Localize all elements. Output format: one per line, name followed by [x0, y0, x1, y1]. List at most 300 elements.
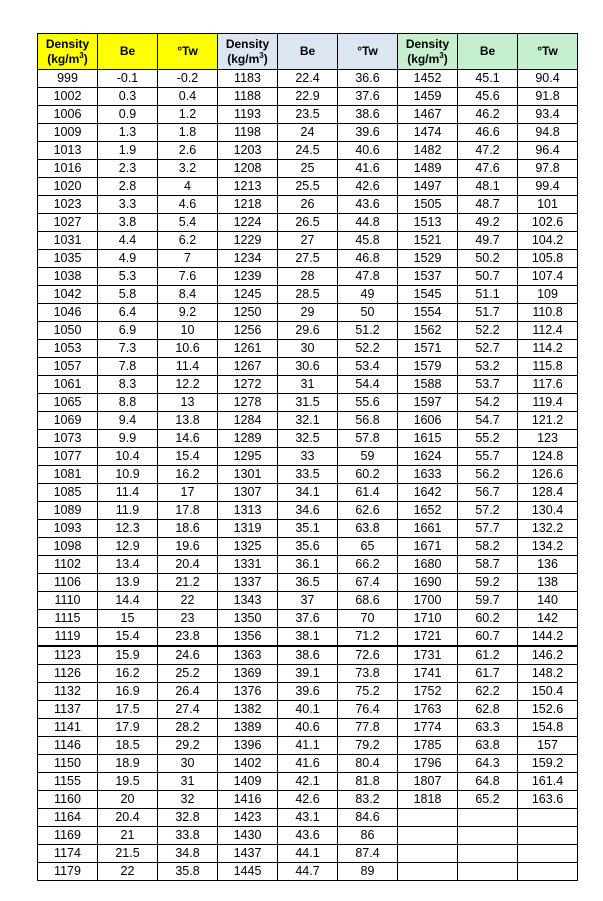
cell-tw-group1: 4: [158, 178, 218, 196]
table-row: [38, 340, 578, 358]
cell-density-group2: 1307: [218, 484, 278, 502]
cell-be-group2: 27.5: [278, 250, 338, 268]
cell-density-group3: 1545: [398, 286, 458, 304]
cell-tw-group1: 24.6: [158, 646, 218, 665]
cell-tw-group1: 11.4: [158, 358, 218, 376]
cell-density-group1: 1009: [38, 124, 98, 142]
table-row: [38, 430, 578, 448]
cell-tw-group3: 126.6: [518, 466, 578, 484]
cell-be-group2: 39.1: [278, 665, 338, 683]
cell-density-group1: 1027: [38, 214, 98, 232]
cell-tw-group1: 23: [158, 610, 218, 628]
cell-tw-group3: [518, 827, 578, 845]
cell-be-group1: 2.3: [98, 160, 158, 178]
cell-density-group1: 1006: [38, 106, 98, 124]
cell-be-group3: 52.2: [458, 322, 518, 340]
cell-be-group3: 53.7: [458, 376, 518, 394]
cell-be-group2: 26.5: [278, 214, 338, 232]
cell-be-group2: 31: [278, 376, 338, 394]
cell-tw-group1: 29.2: [158, 737, 218, 755]
cell-tw-group3: 128.4: [518, 484, 578, 502]
cell-density-group1: 1150: [38, 755, 98, 773]
cell-density-group2: 1319: [218, 520, 278, 538]
cell-be-group2: 44.7: [278, 863, 338, 881]
cell-tw-group2: 50: [338, 304, 398, 322]
cell-be-group1: 21.5: [98, 845, 158, 863]
cell-density-group2: 1261: [218, 340, 278, 358]
cell-density-group1: 1050: [38, 322, 98, 340]
cell-density-group2: 1208: [218, 160, 278, 178]
density-label: Density: [405, 36, 450, 51]
cell-be-group2: 27: [278, 232, 338, 250]
cell-be-group2: 43.1: [278, 809, 338, 827]
cell-density-group3: 1710: [398, 610, 458, 628]
cell-be-group1: 9.9: [98, 430, 158, 448]
cell-density-group1: 1013: [38, 142, 98, 160]
cell-be-group1: 12.9: [98, 538, 158, 556]
header-row: [38, 34, 578, 70]
table-row: [38, 809, 578, 827]
table-row: [38, 88, 578, 106]
cell-be-group3: 60.2: [458, 610, 518, 628]
cell-density-group3: 1482: [398, 142, 458, 160]
density-label: Density: [225, 36, 270, 51]
cell-tw-group3: [518, 809, 578, 827]
cell-density-group1: 1164: [38, 809, 98, 827]
density-unit: (kg/m: [227, 51, 260, 66]
cell-be-group1: 17.5: [98, 701, 158, 719]
cell-be-group2: 40.6: [278, 719, 338, 737]
cell-density-group3: 1579: [398, 358, 458, 376]
cell-tw-group2: 39.6: [338, 124, 398, 142]
cell-density-group3: 1690: [398, 574, 458, 592]
cell-density-group3: 1489: [398, 160, 458, 178]
cell-tw-group1: 30: [158, 755, 218, 773]
cell-tw-group1: 25.2: [158, 665, 218, 683]
cell-density-group3: 1818: [398, 791, 458, 809]
cell-density-group2: 1350: [218, 610, 278, 628]
cell-tw-group3: 157: [518, 737, 578, 755]
cell-be-group2: 37.6: [278, 610, 338, 628]
cell-tw-group1: 17.8: [158, 502, 218, 520]
cell-density-group2: 1382: [218, 701, 278, 719]
cell-tw-group3: 117.6: [518, 376, 578, 394]
cell-be-group2: 22.9: [278, 88, 338, 106]
cell-be-group3: 59.7: [458, 592, 518, 610]
cell-density-group2: 1369: [218, 665, 278, 683]
cell-be-group1: 22: [98, 863, 158, 881]
cell-density-group3: 1763: [398, 701, 458, 719]
table-row: [38, 610, 578, 628]
density-unit: (kg/m: [47, 51, 80, 66]
table-row: [38, 232, 578, 250]
cell-density-group1: 1073: [38, 430, 98, 448]
cell-density-group3: 1796: [398, 755, 458, 773]
header-be-1: Be: [98, 34, 158, 70]
cell-density-group1: 1169: [38, 827, 98, 845]
cell-be-group1: 20: [98, 791, 158, 809]
cell-tw-group2: 53.4: [338, 358, 398, 376]
cell-density-group1: 1046: [38, 304, 98, 322]
cell-density-group3: [398, 845, 458, 863]
cell-be-group1: 16.9: [98, 683, 158, 701]
table-row: [38, 448, 578, 466]
cell-be-group1: 13.9: [98, 574, 158, 592]
cell-tw-group3: 119.4: [518, 394, 578, 412]
cell-density-group3: 1554: [398, 304, 458, 322]
cell-tw-group2: 49: [338, 286, 398, 304]
cell-be-group2: 42.1: [278, 773, 338, 791]
table-row: [38, 574, 578, 592]
cell-be-group1: 5.3: [98, 268, 158, 286]
cell-density-group3: [398, 827, 458, 845]
cell-density-group3: 1529: [398, 250, 458, 268]
table-row: [38, 737, 578, 755]
cell-density-group3: 1521: [398, 232, 458, 250]
cell-density-group3: 1505: [398, 196, 458, 214]
cell-tw-group1: 12.2: [158, 376, 218, 394]
cell-density-group2: 1376: [218, 683, 278, 701]
cell-be-group3: 49.7: [458, 232, 518, 250]
cell-tw-group2: 44.8: [338, 214, 398, 232]
cell-be-group1: 18.9: [98, 755, 158, 773]
cell-be-group3: 49.2: [458, 214, 518, 232]
cell-density-group3: 1562: [398, 322, 458, 340]
cell-be-group1: 17.9: [98, 719, 158, 737]
cell-tw-group2: 87.4: [338, 845, 398, 863]
cell-density-group1: 1093: [38, 520, 98, 538]
cell-density-group3: 1597: [398, 394, 458, 412]
cell-tw-group3: 124.8: [518, 448, 578, 466]
cell-density-group1: 1077: [38, 448, 98, 466]
density-unit-close: ): [443, 51, 448, 66]
table-row: [38, 592, 578, 610]
cell-tw-group3: 161.4: [518, 773, 578, 791]
cell-tw-group2: 70: [338, 610, 398, 628]
cell-be-group1: 3.3: [98, 196, 158, 214]
cell-density-group2: 1343: [218, 592, 278, 610]
cell-be-group1: 12.3: [98, 520, 158, 538]
cell-density-group1: 1115: [38, 610, 98, 628]
cell-tw-group1: 10: [158, 322, 218, 340]
cell-be-group2: 24.5: [278, 142, 338, 160]
cell-tw-group1: 31: [158, 773, 218, 791]
cell-density-group2: 1183: [218, 70, 278, 88]
cell-tw-group3: 140: [518, 592, 578, 610]
cell-tw-group3: 150.4: [518, 683, 578, 701]
cell-tw-group2: 36.6: [338, 70, 398, 88]
cell-tw-group3: 159.2: [518, 755, 578, 773]
cell-tw-group2: 47.8: [338, 268, 398, 286]
cell-tw-group3: 105.8: [518, 250, 578, 268]
cell-be-group1: 2.8: [98, 178, 158, 196]
cell-be-group2: 32.5: [278, 430, 338, 448]
cell-tw-group3: [518, 845, 578, 863]
cell-tw-group3: 146.2: [518, 646, 578, 665]
cell-tw-group1: 35.8: [158, 863, 218, 881]
cell-be-group1: 15.4: [98, 628, 158, 647]
cell-be-group2: 33: [278, 448, 338, 466]
cell-tw-group2: 60.2: [338, 466, 398, 484]
cell-tw-group2: 52.2: [338, 340, 398, 358]
cell-be-group2: 34.1: [278, 484, 338, 502]
cell-tw-group1: 13.8: [158, 412, 218, 430]
cell-density-group3: 1731: [398, 646, 458, 665]
cell-tw-group3: [518, 863, 578, 881]
cell-tw-group2: 38.6: [338, 106, 398, 124]
cell-density-group3: 1807: [398, 773, 458, 791]
cell-be-group1: 1.3: [98, 124, 158, 142]
cell-be-group3: [458, 863, 518, 881]
cell-be-group1: 10.4: [98, 448, 158, 466]
cell-tw-group2: 71.2: [338, 628, 398, 647]
cell-tw-group2: 56.8: [338, 412, 398, 430]
cell-tw-group3: 90.4: [518, 70, 578, 88]
cell-tw-group2: 57.8: [338, 430, 398, 448]
cell-tw-group3: 134.2: [518, 538, 578, 556]
table-row: [38, 538, 578, 556]
table-row: [38, 791, 578, 809]
cell-tw-group1: 17: [158, 484, 218, 502]
table-row: [38, 214, 578, 232]
cell-tw-group1: 28.2: [158, 719, 218, 737]
cell-be-group2: 31.5: [278, 394, 338, 412]
table-row: [38, 142, 578, 160]
cell-tw-group2: 68.6: [338, 592, 398, 610]
cell-tw-group1: 1.8: [158, 124, 218, 142]
cell-be-group1: 15.9: [98, 646, 158, 665]
cell-density-group2: 1437: [218, 845, 278, 863]
cell-be-group1: 8.8: [98, 394, 158, 412]
cell-density-group1: 1098: [38, 538, 98, 556]
cell-be-group1: 7.3: [98, 340, 158, 358]
table-row: [38, 124, 578, 142]
cell-density-group2: 1301: [218, 466, 278, 484]
cell-be-group3: 54.7: [458, 412, 518, 430]
cell-density-group1: 1053: [38, 340, 98, 358]
cell-density-group1: 1155: [38, 773, 98, 791]
cell-density-group1: 1132: [38, 683, 98, 701]
cell-density-group1: 1042: [38, 286, 98, 304]
cell-be-group3: 57.7: [458, 520, 518, 538]
cell-density-group2: 1289: [218, 430, 278, 448]
cell-tw-group3: 148.2: [518, 665, 578, 683]
table-row: [38, 827, 578, 845]
cell-density-group3: 1633: [398, 466, 458, 484]
cell-be-group1: 20.4: [98, 809, 158, 827]
cell-tw-group3: 121.2: [518, 412, 578, 430]
cell-tw-group1: 21.2: [158, 574, 218, 592]
table-row: [38, 268, 578, 286]
cell-be-group1: 6.4: [98, 304, 158, 322]
cell-tw-group2: 45.8: [338, 232, 398, 250]
table-row: [38, 773, 578, 791]
cell-density-group1: 1106: [38, 574, 98, 592]
cell-tw-group3: 99.4: [518, 178, 578, 196]
cell-tw-group2: 75.2: [338, 683, 398, 701]
cell-density-group3: 1606: [398, 412, 458, 430]
cell-density-group3: 1513: [398, 214, 458, 232]
density-unit: (kg/m: [407, 51, 440, 66]
cell-tw-group1: 5.4: [158, 214, 218, 232]
density-unit-close: ): [83, 51, 88, 66]
cell-be-group3: 46.6: [458, 124, 518, 142]
cell-density-group1: 1119: [38, 628, 98, 647]
table-row: [38, 358, 578, 376]
cell-tw-group1: 32: [158, 791, 218, 809]
cell-be-group1: 4.9: [98, 250, 158, 268]
cell-tw-group2: 41.6: [338, 160, 398, 178]
cell-tw-group2: 37.6: [338, 88, 398, 106]
cell-be-group2: 39.6: [278, 683, 338, 701]
table-row: [38, 556, 578, 574]
cell-be-group3: 62.2: [458, 683, 518, 701]
cell-tw-group1: 32.8: [158, 809, 218, 827]
cell-be-group3: [458, 827, 518, 845]
header-be-3: Be: [458, 34, 518, 70]
cell-density-group1: 1137: [38, 701, 98, 719]
cell-tw-group2: 80.4: [338, 755, 398, 773]
cell-density-group1: 1020: [38, 178, 98, 196]
cell-be-group3: 56.2: [458, 466, 518, 484]
cell-density-group2: 1423: [218, 809, 278, 827]
cell-be-group3: 56.7: [458, 484, 518, 502]
cell-be-group3: 55.7: [458, 448, 518, 466]
cell-tw-group2: 43.6: [338, 196, 398, 214]
cell-be-group3: 45.1: [458, 70, 518, 88]
cell-tw-group2: 76.4: [338, 701, 398, 719]
cell-be-group2: 29.6: [278, 322, 338, 340]
cell-tw-group3: 144.2: [518, 628, 578, 647]
cell-tw-group1: -0.2: [158, 70, 218, 88]
cell-tw-group3: 109: [518, 286, 578, 304]
cell-be-group2: 25.5: [278, 178, 338, 196]
cell-tw-group2: 73.8: [338, 665, 398, 683]
cell-be-group3: 54.2: [458, 394, 518, 412]
cell-tw-group2: 40.6: [338, 142, 398, 160]
cell-be-group3: 64.8: [458, 773, 518, 791]
header-tw-2: °Tw: [338, 34, 398, 70]
cell-density-group2: 1234: [218, 250, 278, 268]
cell-tw-group3: 102.6: [518, 214, 578, 232]
cell-density-group2: 1331: [218, 556, 278, 574]
cell-density-group2: 1284: [218, 412, 278, 430]
cell-be-group3: 47.6: [458, 160, 518, 178]
cell-be-group1: 19.5: [98, 773, 158, 791]
cell-tw-group2: 79.2: [338, 737, 398, 755]
cell-be-group2: 28.5: [278, 286, 338, 304]
cell-be-group2: 43.6: [278, 827, 338, 845]
cell-tw-group2: 55.6: [338, 394, 398, 412]
cell-be-group1: 10.9: [98, 466, 158, 484]
table-row: [38, 683, 578, 701]
cell-density-group1: 1031: [38, 232, 98, 250]
header-density-2: [218, 34, 278, 70]
cell-be-group2: 36.1: [278, 556, 338, 574]
table-row: [38, 178, 578, 196]
table-row: [38, 719, 578, 737]
cell-tw-group3: 152.6: [518, 701, 578, 719]
cell-density-group2: 1356: [218, 628, 278, 647]
cell-density-group1: 1146: [38, 737, 98, 755]
cell-density-group1: 999: [38, 70, 98, 88]
cell-density-group2: 1325: [218, 538, 278, 556]
cell-be-group2: 30.6: [278, 358, 338, 376]
cell-density-group1: 1089: [38, 502, 98, 520]
cell-be-group3: 58.2: [458, 538, 518, 556]
cell-density-group2: 1245: [218, 286, 278, 304]
table-row: [38, 394, 578, 412]
cell-be-group3: 46.2: [458, 106, 518, 124]
cell-tw-group2: 86: [338, 827, 398, 845]
cell-be-group2: 33.5: [278, 466, 338, 484]
cell-tw-group2: 62.6: [338, 502, 398, 520]
cell-tw-group1: 18.6: [158, 520, 218, 538]
cell-density-group2: 1337: [218, 574, 278, 592]
cell-tw-group3: 154.8: [518, 719, 578, 737]
cell-density-group2: 1278: [218, 394, 278, 412]
cell-be-group1: 0.9: [98, 106, 158, 124]
cell-density-group1: 1035: [38, 250, 98, 268]
cell-tw-group2: 89: [338, 863, 398, 881]
cell-density-group3: 1459: [398, 88, 458, 106]
table-row: [38, 106, 578, 124]
cell-tw-group3: 132.2: [518, 520, 578, 538]
cell-density-group1: 1069: [38, 412, 98, 430]
table-row: [38, 701, 578, 719]
cell-density-group2: 1389: [218, 719, 278, 737]
header-density-3: [398, 34, 458, 70]
cell-be-group2: 34.6: [278, 502, 338, 520]
cell-tw-group1: 14.6: [158, 430, 218, 448]
cell-tw-group1: 23.8: [158, 628, 218, 647]
table-row: [38, 863, 578, 881]
cell-density-group1: 1160: [38, 791, 98, 809]
cell-be-group3: 48.1: [458, 178, 518, 196]
cell-be-group2: 25: [278, 160, 338, 178]
cell-density-group3: 1571: [398, 340, 458, 358]
cell-density-group3: 1774: [398, 719, 458, 737]
density-conversion-table-container: [37, 33, 578, 881]
cell-tw-group2: 81.8: [338, 773, 398, 791]
cell-be-group2: 23.5: [278, 106, 338, 124]
table-row: [38, 502, 578, 520]
cell-be-group3: 50.2: [458, 250, 518, 268]
cell-be-group3: 64.3: [458, 755, 518, 773]
cell-tw-group1: 2.6: [158, 142, 218, 160]
cell-tw-group3: 163.6: [518, 791, 578, 809]
cell-tw-group1: 20.4: [158, 556, 218, 574]
cell-density-group3: 1785: [398, 737, 458, 755]
cell-tw-group1: 4.6: [158, 196, 218, 214]
cell-tw-group2: 54.4: [338, 376, 398, 394]
cell-be-group2: 40.1: [278, 701, 338, 719]
cell-density-group2: 1256: [218, 322, 278, 340]
cell-be-group1: 7.8: [98, 358, 158, 376]
cell-be-group2: 41.1: [278, 737, 338, 755]
cell-tw-group1: 8.4: [158, 286, 218, 304]
cell-be-group3: 65.2: [458, 791, 518, 809]
cell-density-group3: 1741: [398, 665, 458, 683]
cell-be-group2: 37: [278, 592, 338, 610]
cell-density-group2: 1430: [218, 827, 278, 845]
cell-density-group1: 1016: [38, 160, 98, 178]
cell-density-group1: 1081: [38, 466, 98, 484]
table-body: [38, 70, 578, 881]
cell-density-group3: 1615: [398, 430, 458, 448]
cell-be-group1: 15: [98, 610, 158, 628]
cell-tw-group3: 130.4: [518, 502, 578, 520]
